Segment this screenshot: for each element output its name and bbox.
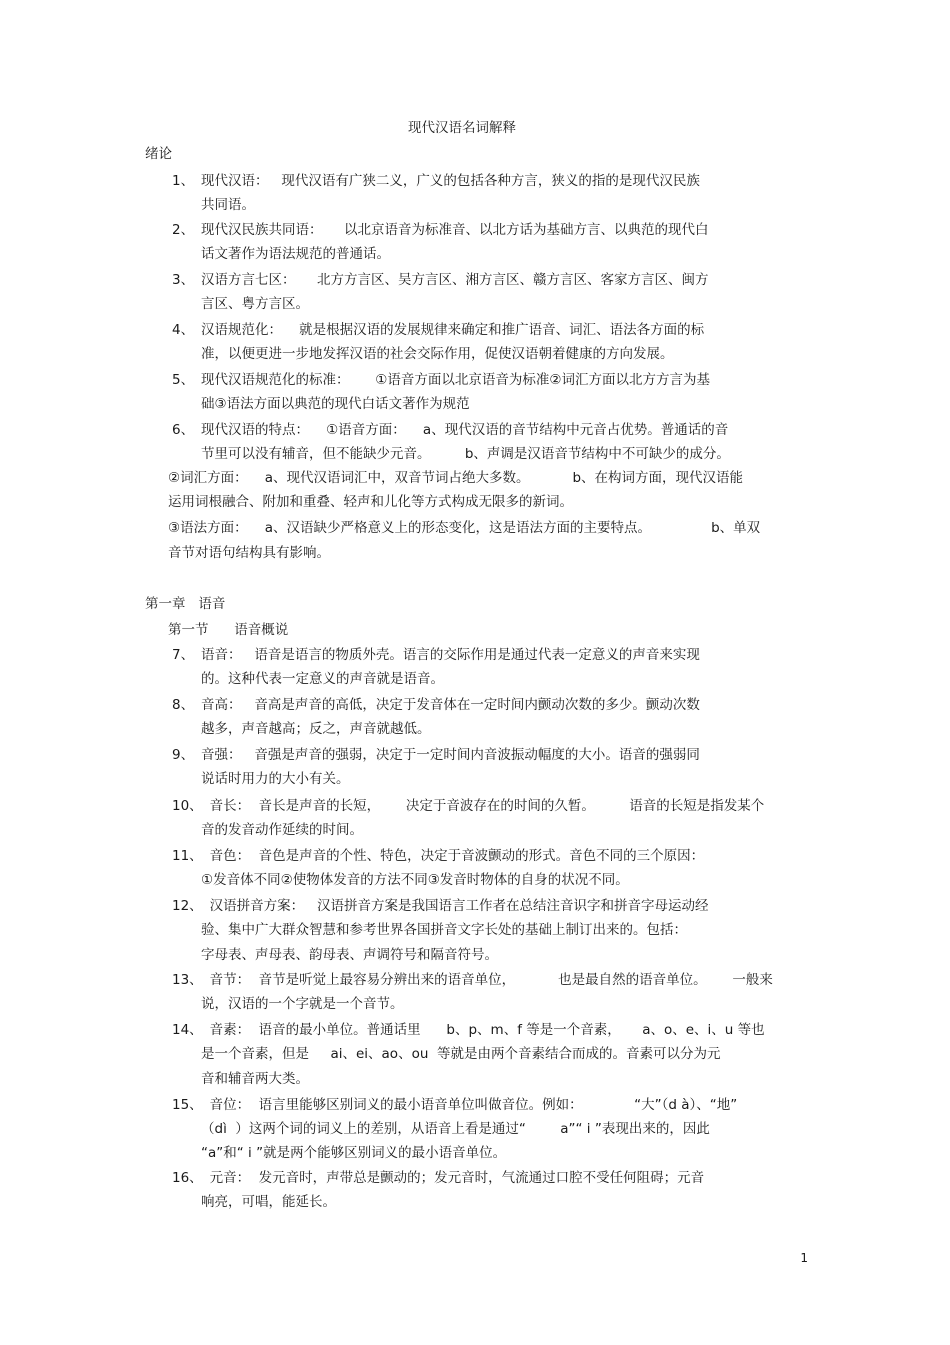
item-number: 12、 <box>172 898 203 914</box>
item-line: “a”和“ i ”就是两个能够区别词义的最小语音单位。 <box>201 1145 507 1161</box>
continuation-line: ②词汇方面： a、现代汉语词汇中，双音节词占绝大多数。 b、在构词方面，现代汉语能 <box>168 470 744 486</box>
item-line: 音位： 语言里能够区别词义的最小语音单位叫做音位。例如： “大”（d à）、“地” <box>201 1097 738 1113</box>
item-number: 4、 <box>172 322 195 338</box>
section-heading-intro: 绪论 <box>145 146 172 162</box>
item-number: 3、 <box>172 272 195 288</box>
item-line: 元音： 发元音时，声带总是颤动的；发元音时，气流通过口腔不受任何阻碍；元音 <box>201 1170 705 1186</box>
item-number: 15、 <box>172 1097 203 1113</box>
page-title: 现代汉语名词解释 <box>408 120 516 136</box>
item-line: 越多，声音越高；反之，声音就越低。 <box>201 721 431 737</box>
item-line: 话文著作为语法规范的普通话。 <box>201 246 390 262</box>
item-number: 16、 <box>172 1170 203 1186</box>
item-number: 8、 <box>172 697 195 713</box>
item-number: 7、 <box>172 647 195 663</box>
item-line: 音节： 音节是听觉上最容易分辨出来的语音单位， 也是最自然的语音单位。 一般来 <box>201 972 773 988</box>
item-line: 的。这种代表一定意义的声音就是语音。 <box>201 671 444 687</box>
continuation-line: 音节对语句结构具有影响。 <box>168 545 330 561</box>
item-line: 础③语法方面以典范的现代白话文著作为规范 <box>201 396 470 412</box>
item-line: 现代汉语规范化的标准： ①语音方面以北京语音为标准②词汇方面以北方方言为基 <box>201 372 710 388</box>
item-line: 汉语规范化： 就是根据汉语的发展规律来确定和推广语音、词汇、语法各方面的标 <box>201 322 705 338</box>
item-line: 言区、粤方言区。 <box>201 296 309 312</box>
item-line: 现代汉民族共同语： 以北京语音为标准音、以北方话为基础方言、以典范的现代白 <box>201 222 709 238</box>
section-subheading: 第一节 语音概说 <box>168 622 289 638</box>
chapter-heading: 第一章 语音 <box>145 596 226 612</box>
item-line: ①发音体不同②使物体发音的方法不同③发音时物体的自身的状况不同。 <box>201 872 629 888</box>
item-number: 5、 <box>172 372 195 388</box>
item-line: （dì ）这两个词的词义上的差别，从语音上看是通过“ a”“ i ”表现出来的，因此 <box>201 1121 710 1137</box>
item-line: 说，汉语的一个字就是一个音节。 <box>201 996 404 1012</box>
item-number: 11、 <box>172 848 203 864</box>
item-line: 语音： 语音是语言的物质外壳。语言的交际作用是通过代表一定意义的声音来实现 <box>201 647 700 663</box>
item-line: 共同语。 <box>201 197 255 213</box>
continuation-line: ③语法方面： a、汉语缺少严格意义上的形态变化，这是语法方面的主要特点。 b、单双 <box>168 520 761 536</box>
item-line: 说话时用力的大小有关。 <box>201 771 350 787</box>
item-line: 音和辅音两大类。 <box>201 1071 309 1087</box>
item-line: 字母表、声母表、韵母表、声调符号和隔音符号。 <box>201 947 498 963</box>
page-number: 1 <box>800 1251 808 1265</box>
item-line: 音的发音动作延续的时间。 <box>201 822 363 838</box>
item-line: 音长： 音长是声音的长短， 决定于音波存在的时间的久暂。 语音的长短是指发某个 <box>201 798 765 814</box>
item-line: 现代汉语的特点： ①语音方面： a、现代汉语的音节结构中元音占优势。普通话的音 <box>201 422 729 438</box>
item-line: 汉语方言七区： 北方方言区、吴方言区、湘方言区、赣方言区、客家方言区、闽方 <box>201 272 709 288</box>
item-line: 现代汉语： 现代汉语有广狭二义，广义的包括各种方言，狭义的指的是现代汉民族 <box>201 173 700 189</box>
item-line: 是一个音素，但是 ai、ei、ao、ou 等就是由两个音素结合而成的。音素可以分为元 <box>201 1046 721 1062</box>
item-number: 10、 <box>172 798 203 814</box>
continuation-line: 运用词根融合、附加和重叠、轻声和儿化等方式构成无限多的新词。 <box>168 494 573 510</box>
item-number: 14、 <box>172 1022 203 1038</box>
item-line: 音高： 音高是声音的高低，决定于发音体在一定时间内颤动次数的多少。颤动次数 <box>201 697 700 713</box>
item-line: 音素： 语音的最小单位。普通话里 b、p、m、f 等是一个音素， a、o、e、i、u 等也 <box>201 1022 765 1038</box>
item-number: 1、 <box>172 173 195 189</box>
item-line: 准，以便更进一步地发挥汉语的社会交际作用，促使汉语朝着健康的方向发展。 <box>201 346 674 362</box>
item-number: 9、 <box>172 747 195 763</box>
item-line: 响亮，可唱，能延长。 <box>201 1194 336 1210</box>
item-number: 2、 <box>172 222 195 238</box>
item-line: 音强： 音强是声音的强弱，决定于一定时间内音波振动幅度的大小。语音的强弱同 <box>201 747 700 763</box>
item-line: 节里可以没有辅音，但不能缺少元音。 b、声调是汉语音节结构中不可缺少的成分。 <box>201 446 730 462</box>
item-line: 验、集中广大群众智慧和参考世界各国拼音文字长处的基础上制订出来的。包括： <box>201 922 687 938</box>
item-line: 汉语拼音方案： 汉语拼音方案是我国语言工作者在总结注音识字和拼音字母运动经 <box>201 898 709 914</box>
item-number: 13、 <box>172 972 203 988</box>
item-line: 音色： 音色是声音的个性、特色，决定于音波颤动的形式。音色不同的三个原因： <box>201 848 705 864</box>
item-number: 6、 <box>172 422 195 438</box>
